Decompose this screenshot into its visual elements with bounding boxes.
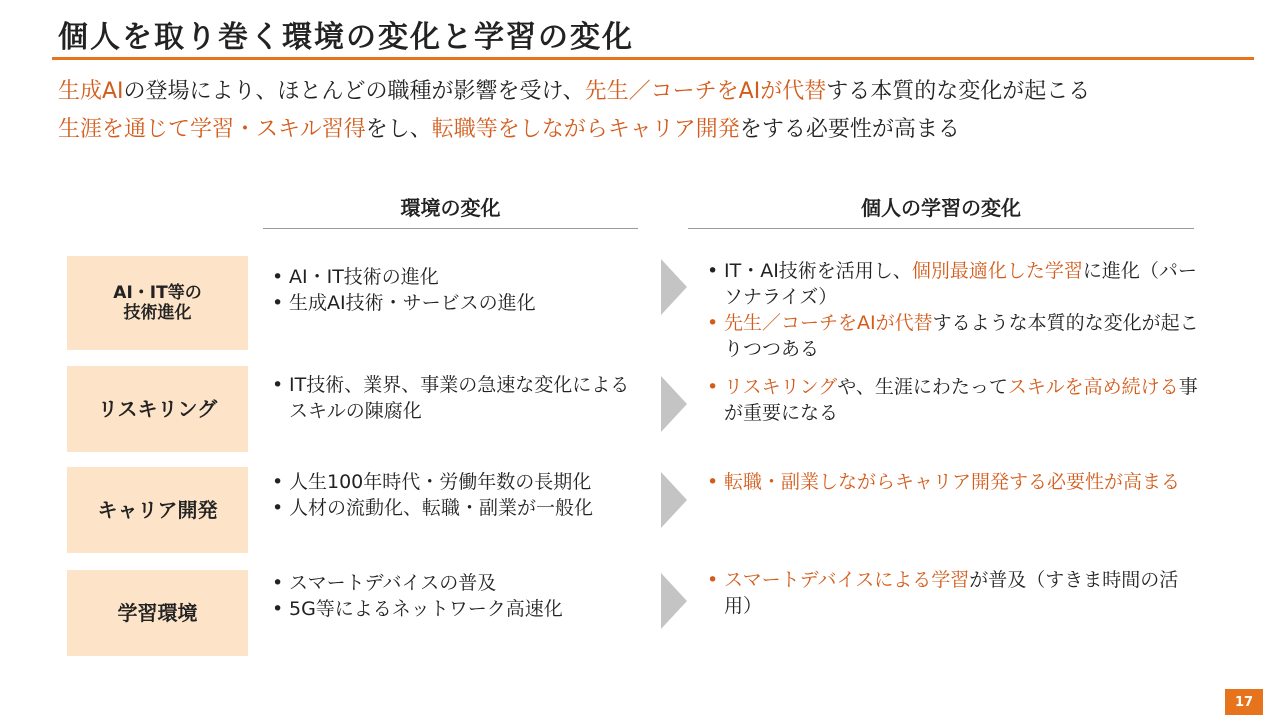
environment-item: • 生成AI技術・サービスの進化	[270, 290, 640, 316]
column-header-individual-rule	[688, 228, 1194, 229]
highlighted-text: スマートデバイスによる学習	[724, 569, 970, 591]
row-label-box	[67, 467, 248, 553]
individual-item	[705, 310, 1200, 362]
environment-item: • AI・IT技術の進化	[270, 264, 640, 290]
environment-list	[270, 372, 640, 424]
individual-item	[705, 374, 1200, 426]
environment-list	[270, 570, 640, 622]
text-segment: 事が重要になる	[724, 376, 1198, 424]
highlighted-text: 先生／コーチをAIが代替	[724, 312, 933, 334]
right-arrow-icon	[661, 472, 687, 528]
environment-list	[270, 264, 640, 316]
title-underline	[52, 57, 1254, 60]
row-label-box	[67, 256, 248, 350]
environment-item: • 人生100年時代・労働年数の長期化	[270, 469, 640, 495]
text-segment: をし、	[365, 117, 432, 142]
right-arrow-icon	[661, 259, 687, 315]
environment-item: • 5G等によるネットワーク高速化	[270, 596, 640, 622]
page-number-badge: 17	[1225, 689, 1263, 715]
column-header-individual: 個人の学習の変化	[861, 196, 1021, 220]
environment-item: • IT技術、業界、事業の急速な変化によるスキルの陳腐化	[270, 372, 640, 424]
individual-list	[705, 258, 1200, 362]
row-label: 学習環境	[117, 601, 198, 625]
individual-list	[705, 469, 1200, 495]
right-arrow-icon	[661, 573, 687, 629]
individual-item	[705, 567, 1200, 619]
intro-line-2	[58, 112, 960, 143]
row-label: キャリア開発	[97, 498, 218, 522]
individual-list	[705, 567, 1200, 619]
text-segment: するような本質的な変化が起こりつつある	[724, 312, 1199, 360]
environment-list	[270, 469, 640, 521]
text-segment: IT・AI技術を活用し、	[724, 260, 912, 282]
highlighted-text: 転職・副業しながらキャリア開発する必要性が高まる	[724, 471, 1181, 493]
slide-title: 個人を取り巻く環境の変化と学習の変化	[58, 20, 634, 55]
row-career-development	[0, 467, 1280, 553]
text-segment: に進化（パーソナライズ）	[724, 260, 1197, 308]
individual-list	[705, 374, 1200, 426]
row-label: リスキリング	[97, 397, 218, 421]
row-reskilling	[0, 366, 1280, 452]
individual-item	[705, 258, 1200, 310]
environment-item: • 人材の流動化、転職・副業が一般化	[270, 495, 640, 521]
row-label-box	[67, 570, 248, 656]
highlighted-text: 先生／コーチをAIが代替	[584, 79, 827, 104]
highlighted-text: スキルを高め続ける	[1007, 376, 1179, 398]
highlighted-text: 転職等をしながらキャリア開発	[431, 117, 740, 142]
highlighted-text: 個別最適化した学習	[911, 260, 1083, 282]
row-label-box	[67, 366, 248, 452]
text-segment: が普及（すきま時間の活用）	[724, 569, 1179, 617]
text-segment: する本質的な変化が起こる	[826, 79, 1091, 104]
column-header-environment-rule	[263, 228, 638, 229]
intro-line-1	[58, 74, 1090, 105]
column-header-environment: 環境の変化	[400, 196, 501, 220]
highlighted-text: 生成AI	[58, 79, 124, 104]
highlighted-text: 生涯を通じて学習・スキル習得	[58, 117, 366, 142]
environment-item: • スマートデバイスの普及	[270, 570, 640, 596]
right-arrow-icon	[661, 376, 687, 432]
text-segment: や、生涯にわたって	[837, 376, 1008, 398]
individual-item	[705, 469, 1200, 495]
row-tech-evolution	[0, 256, 1280, 360]
text-segment: をする必要性が高まる	[739, 117, 960, 142]
row-learning-environment	[0, 570, 1280, 656]
highlighted-text: リスキリング	[724, 376, 838, 398]
text-segment: の登場により、ほとんどの職種が影響を受け、	[123, 79, 585, 104]
row-label: AI・IT等の 技術進化	[113, 282, 202, 323]
